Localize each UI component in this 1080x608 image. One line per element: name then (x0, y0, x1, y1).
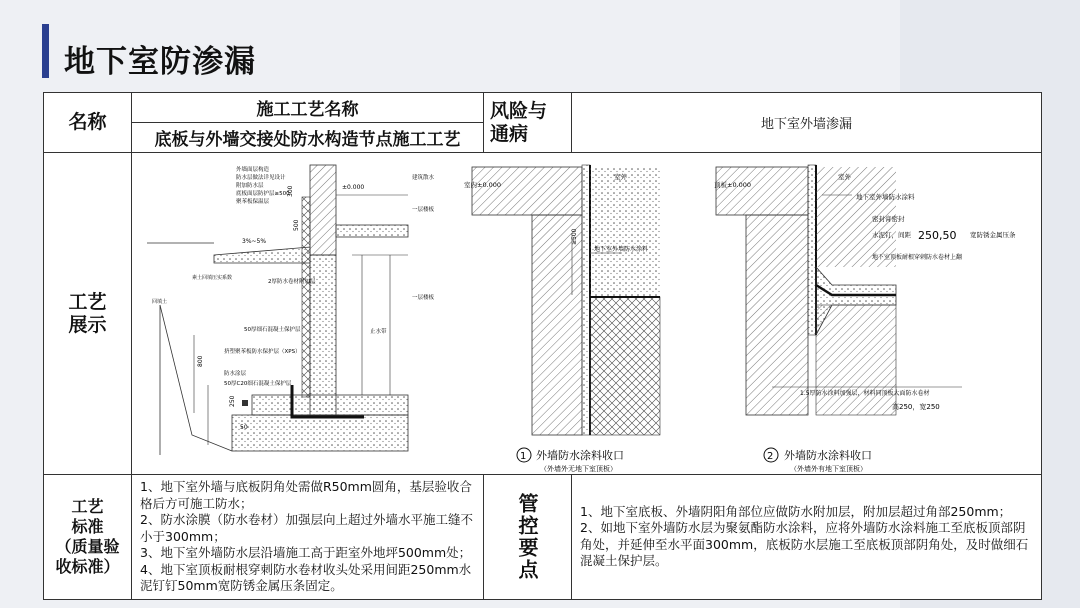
process-table (43, 92, 1042, 600)
drawing3-note1: 地下室外墙防水涂料 (856, 192, 915, 201)
standard-label-line4: 收标准） (55, 556, 120, 576)
drawing2-outdoor: 室外 (614, 172, 627, 181)
control-label-cell (484, 475, 572, 600)
drawing1-label-6: 建筑散水 (412, 174, 435, 181)
drawing1-level: ±0.000 (342, 183, 365, 191)
drawing1-label-2: 附加防水层 (236, 182, 264, 189)
drawing1-label-1: 防水层做法详见设计 (236, 174, 286, 181)
drawing1-label-7: 一层楼板 (412, 206, 435, 213)
drawing3-caption: 外墙防水涂料收口 (784, 448, 872, 462)
drawing1-label-14: 挤塑聚苯板防水保护层（XPS） (224, 348, 301, 355)
drawing3-note5-dims: 高250，宽250 (892, 402, 940, 411)
drawing1-label-13: 50厚细石混凝土保护层 (244, 326, 301, 333)
standard-item: 2、防水涂膜（防水卷材）加强层向上超过外墙水平施工缝不小于300mm； (140, 512, 473, 544)
control-label: 管控要点 (515, 492, 539, 581)
risk-value: 地下室外墙渗漏 (572, 93, 1042, 153)
drawing2-note: 地下室外墙防水涂料 (594, 245, 649, 253)
risk-label-cell (484, 93, 572, 153)
drawing1-label-3: 底板面层防护层≥500 (236, 190, 290, 197)
standard-item: 3、地下室外墙防水层沿墙施工高于距室外地坪500mm处； (140, 545, 472, 560)
display-label-line1: 工艺 (68, 290, 107, 313)
control-text (572, 475, 1042, 600)
standard-label-cell (44, 475, 132, 600)
drawing1-dim-300: 300 (287, 185, 294, 197)
drawing1-dim-250: 250 (229, 395, 236, 407)
drawing3-outdoor: 室外 (838, 172, 851, 181)
drawing1-label-15: 防水涂层 (224, 370, 247, 377)
drawing3-caption-num: 2 (767, 450, 774, 462)
drawing3-level: 顶板±0.000 (714, 180, 752, 189)
drawing3-note3-values: 250,50 (918, 228, 957, 242)
drawing1-label-0: 外墙面层构造 (236, 166, 270, 173)
risk-label-line1: 风险与 (490, 99, 548, 122)
drawing-2 (464, 165, 660, 473)
drawing-1 (147, 165, 435, 455)
drawing3-note3-tail: 宽防锈金属压条 (970, 230, 1016, 239)
drawing1-label-17: 止水带 (370, 328, 387, 335)
name-label: 名称 (68, 111, 107, 133)
control-item: 1、地下室底板、外墙阴阳角部位应做防水附加层，附加层超过角部250mm； (580, 503, 1012, 519)
drawing1-dim-500: 500 (293, 219, 300, 231)
risk-label-line2: 通病 (490, 122, 529, 145)
drawing1-slope: 3%~5% (242, 237, 267, 245)
standard-label-line1: 工艺 (71, 496, 104, 516)
construction-drawings (132, 155, 1040, 473)
display-label-line2: 展示 (68, 313, 107, 336)
standard-label-line2: 标准 (71, 516, 104, 536)
control-item: 2、如地下室外墙防水层为聚氨酯防水涂料，应将外墙防水涂料施工至底板顶部阴角处，并延伸至水平面300mm，底板防水层施工至底板顶部阴角处，及时做细石混凝土保护层。 (580, 520, 1029, 569)
title-accent-bar (42, 24, 49, 78)
drawing1-label-4: 聚苯板保温层 (236, 198, 270, 205)
display-label-cell (44, 153, 132, 475)
drawing3-note5: 1.5厚防水涂料加强层，材料同顶板大面防水卷材 (800, 389, 930, 397)
drawing2-level: 室内±0.000 (464, 180, 502, 189)
standard-item: 4、地下室顶板耐根穿刺防水卷材收头处采用间距250mm水泥钉钉50mm宽防锈金属压条固定。 (140, 561, 472, 593)
drawing2-dim: ≥500 (571, 228, 578, 245)
drawing3-note4: 地下室顶板耐根穿刺防水卷材上翻 (872, 253, 963, 261)
drawing3-subcaption: （外墙外有地下室顶板） (790, 464, 867, 473)
drawing3-note2: 密封膏密封 (872, 214, 905, 223)
drawing-area (132, 153, 1042, 475)
standard-text (132, 475, 484, 600)
name-label-cell (44, 93, 132, 153)
process-name-label: 施工工艺名称 (132, 93, 484, 123)
drawing1-dim-800: 800 (197, 355, 204, 367)
drawing3-note3: 水泥钉，间距 (872, 230, 911, 239)
process-name-value: 底板与外墙交接处防水构造节点施工工艺 (132, 123, 484, 153)
drawing2-caption: 外墙防水涂料收口 (536, 448, 624, 462)
drawing1-label-12: 回填土 (152, 298, 168, 305)
drawing1-label-10: 素土回填压实系数 (192, 274, 233, 281)
standard-item: 1、地下室外墙与底板阴角处需做R50mm圆角，基层验收合格后方可施工防水； (140, 479, 472, 511)
page-title: 地下室防渗漏 (64, 44, 256, 80)
drawing1-label-9: 2厚防水卷材附加层 (268, 278, 316, 285)
drawing-3 (714, 165, 1016, 473)
drawing2-caption-num: 1 (520, 450, 527, 462)
drawing1-dim-50: 50 (240, 423, 248, 431)
standard-label-line3: （质量验 (55, 536, 120, 556)
drawing1-label-16: 50厚C20细石混凝土保护层 (224, 380, 292, 387)
drawing2-subcaption: （外墙外无地下室顶板） (540, 464, 617, 473)
drawing1-label-11: 一层楼板 (412, 294, 435, 301)
